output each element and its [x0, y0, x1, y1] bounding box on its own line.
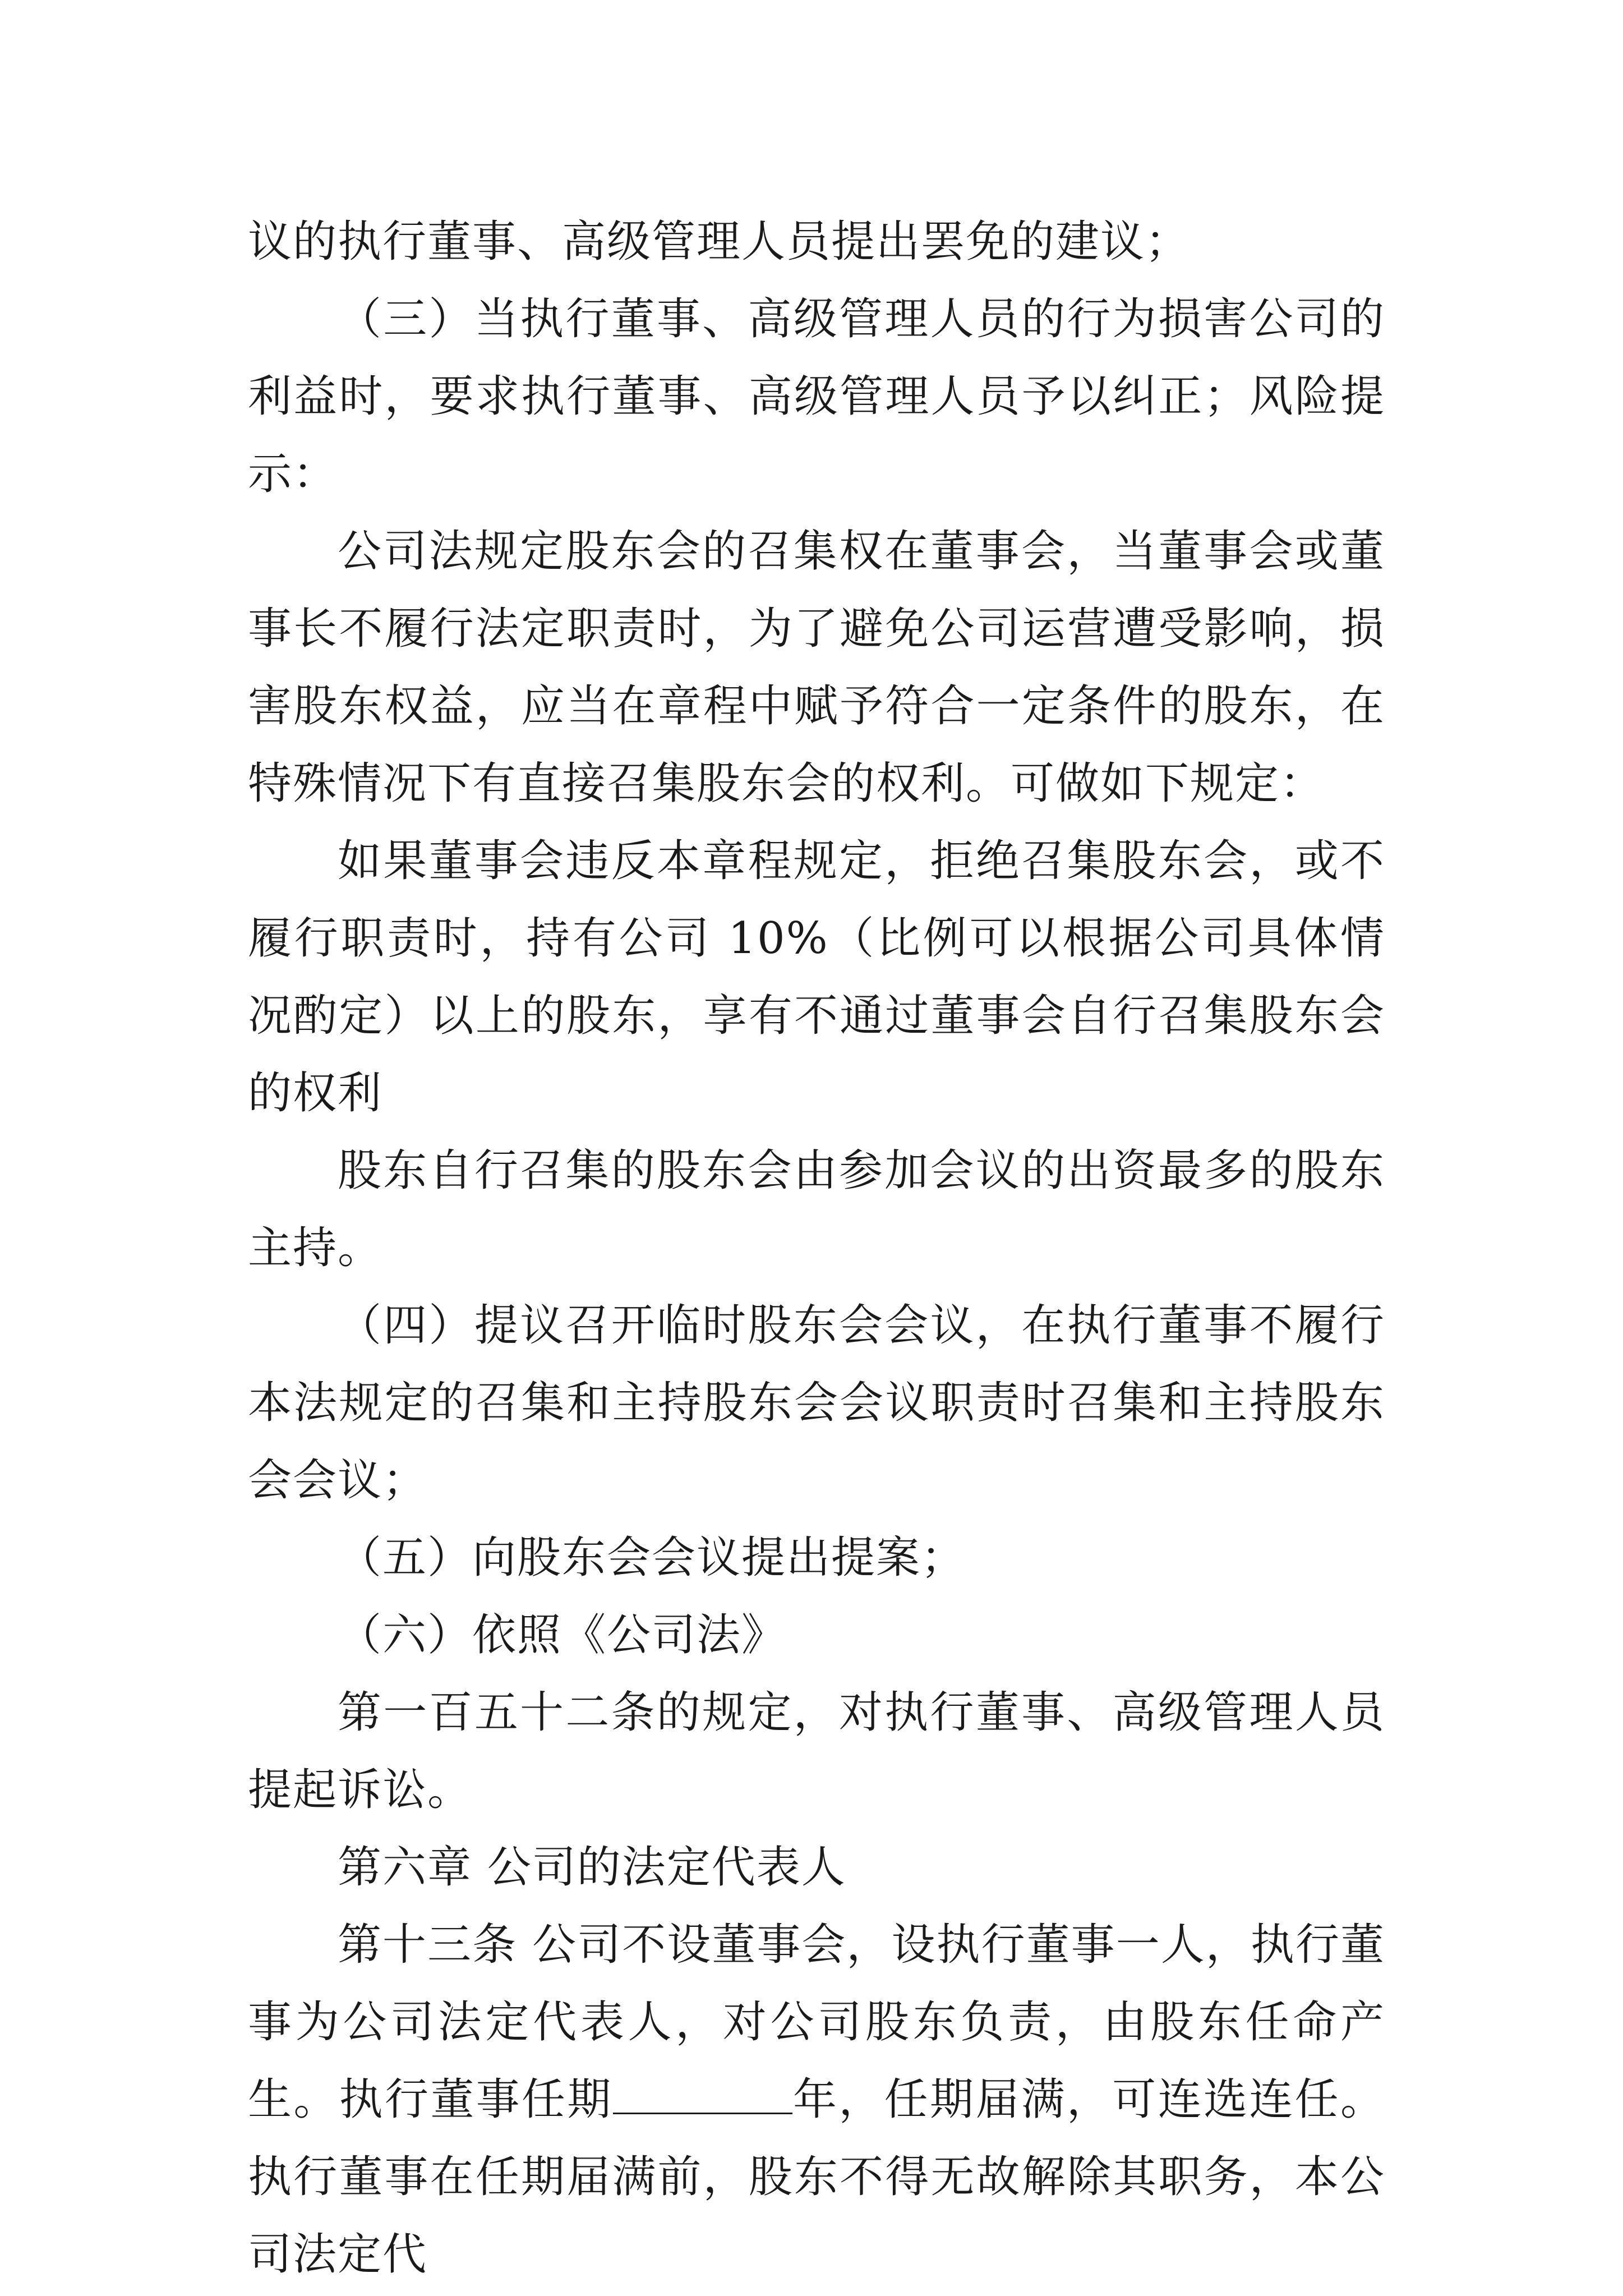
- paragraph-item-5: （五）向股东会会议提出提案；: [338, 1533, 966, 1583]
- paragraph-risk-note: 公司法规定股东会的召集权在董事会，当董事会或董事长不履行法定职责时，为了避免公司运营遭受影响，损害股东权益，应当在章程中赋予符合一定条件的股东，在特殊情况下有直接召集股东会的权利。可做如下规定：: [248, 526, 1385, 809]
- paragraph-article-13: [248, 1906, 1385, 2293]
- paragraph-item-3: （三）当执行董事、高级管理人员的行为损害公司的利益时，要求执行董事、高级管理人员予以纠正；风险提示：: [248, 294, 1385, 499]
- paragraph-shareholder-convene: 如果董事会违反本章程规定，拒绝召集股东会，或不履行职责时，持有公司 10%（比例可以根据公司具体情况酌定）以上的股东，享有不通过董事会自行召集股东会的权利: [248, 836, 1385, 1119]
- paragraph-item-4: （四）提议召开临时股东会会议，在执行董事不履行本法规定的召集和主持股东会会议职责时召集和主持股东会会议；: [248, 1300, 1385, 1506]
- article-13-text-before: 第十三条 公司不设董事会，设执行董事一人，执行董事为公司法定代表人，对公司股东负责，由股东任命产生。执行董事任期: [248, 1920, 1385, 2125]
- article-13-text-after: 年，任期届满，可连选连任。执行董事在任期届满前，股东不得无故解除其职务，本公司法定代: [248, 2074, 1385, 2280]
- paragraph-item-6: （六）依照《公司法》: [338, 1610, 787, 1660]
- chapter-heading: 第六章 公司的法定代表人: [338, 1842, 846, 1893]
- paragraph-continuation: 议的执行董事、高级管理人员提出罢免的建议；: [248, 217, 1191, 267]
- term-years-blank: [613, 2079, 792, 2114]
- paragraph-article-152: 第一百五十二条的规定，对执行董事、高级管理人员提起诉讼。: [248, 1687, 1385, 1815]
- document-body: [248, 203, 1385, 2293]
- paragraph-shareholder-host: 股东自行召集的股东会由参加会议的出资最多的股东主持。: [248, 1145, 1385, 1273]
